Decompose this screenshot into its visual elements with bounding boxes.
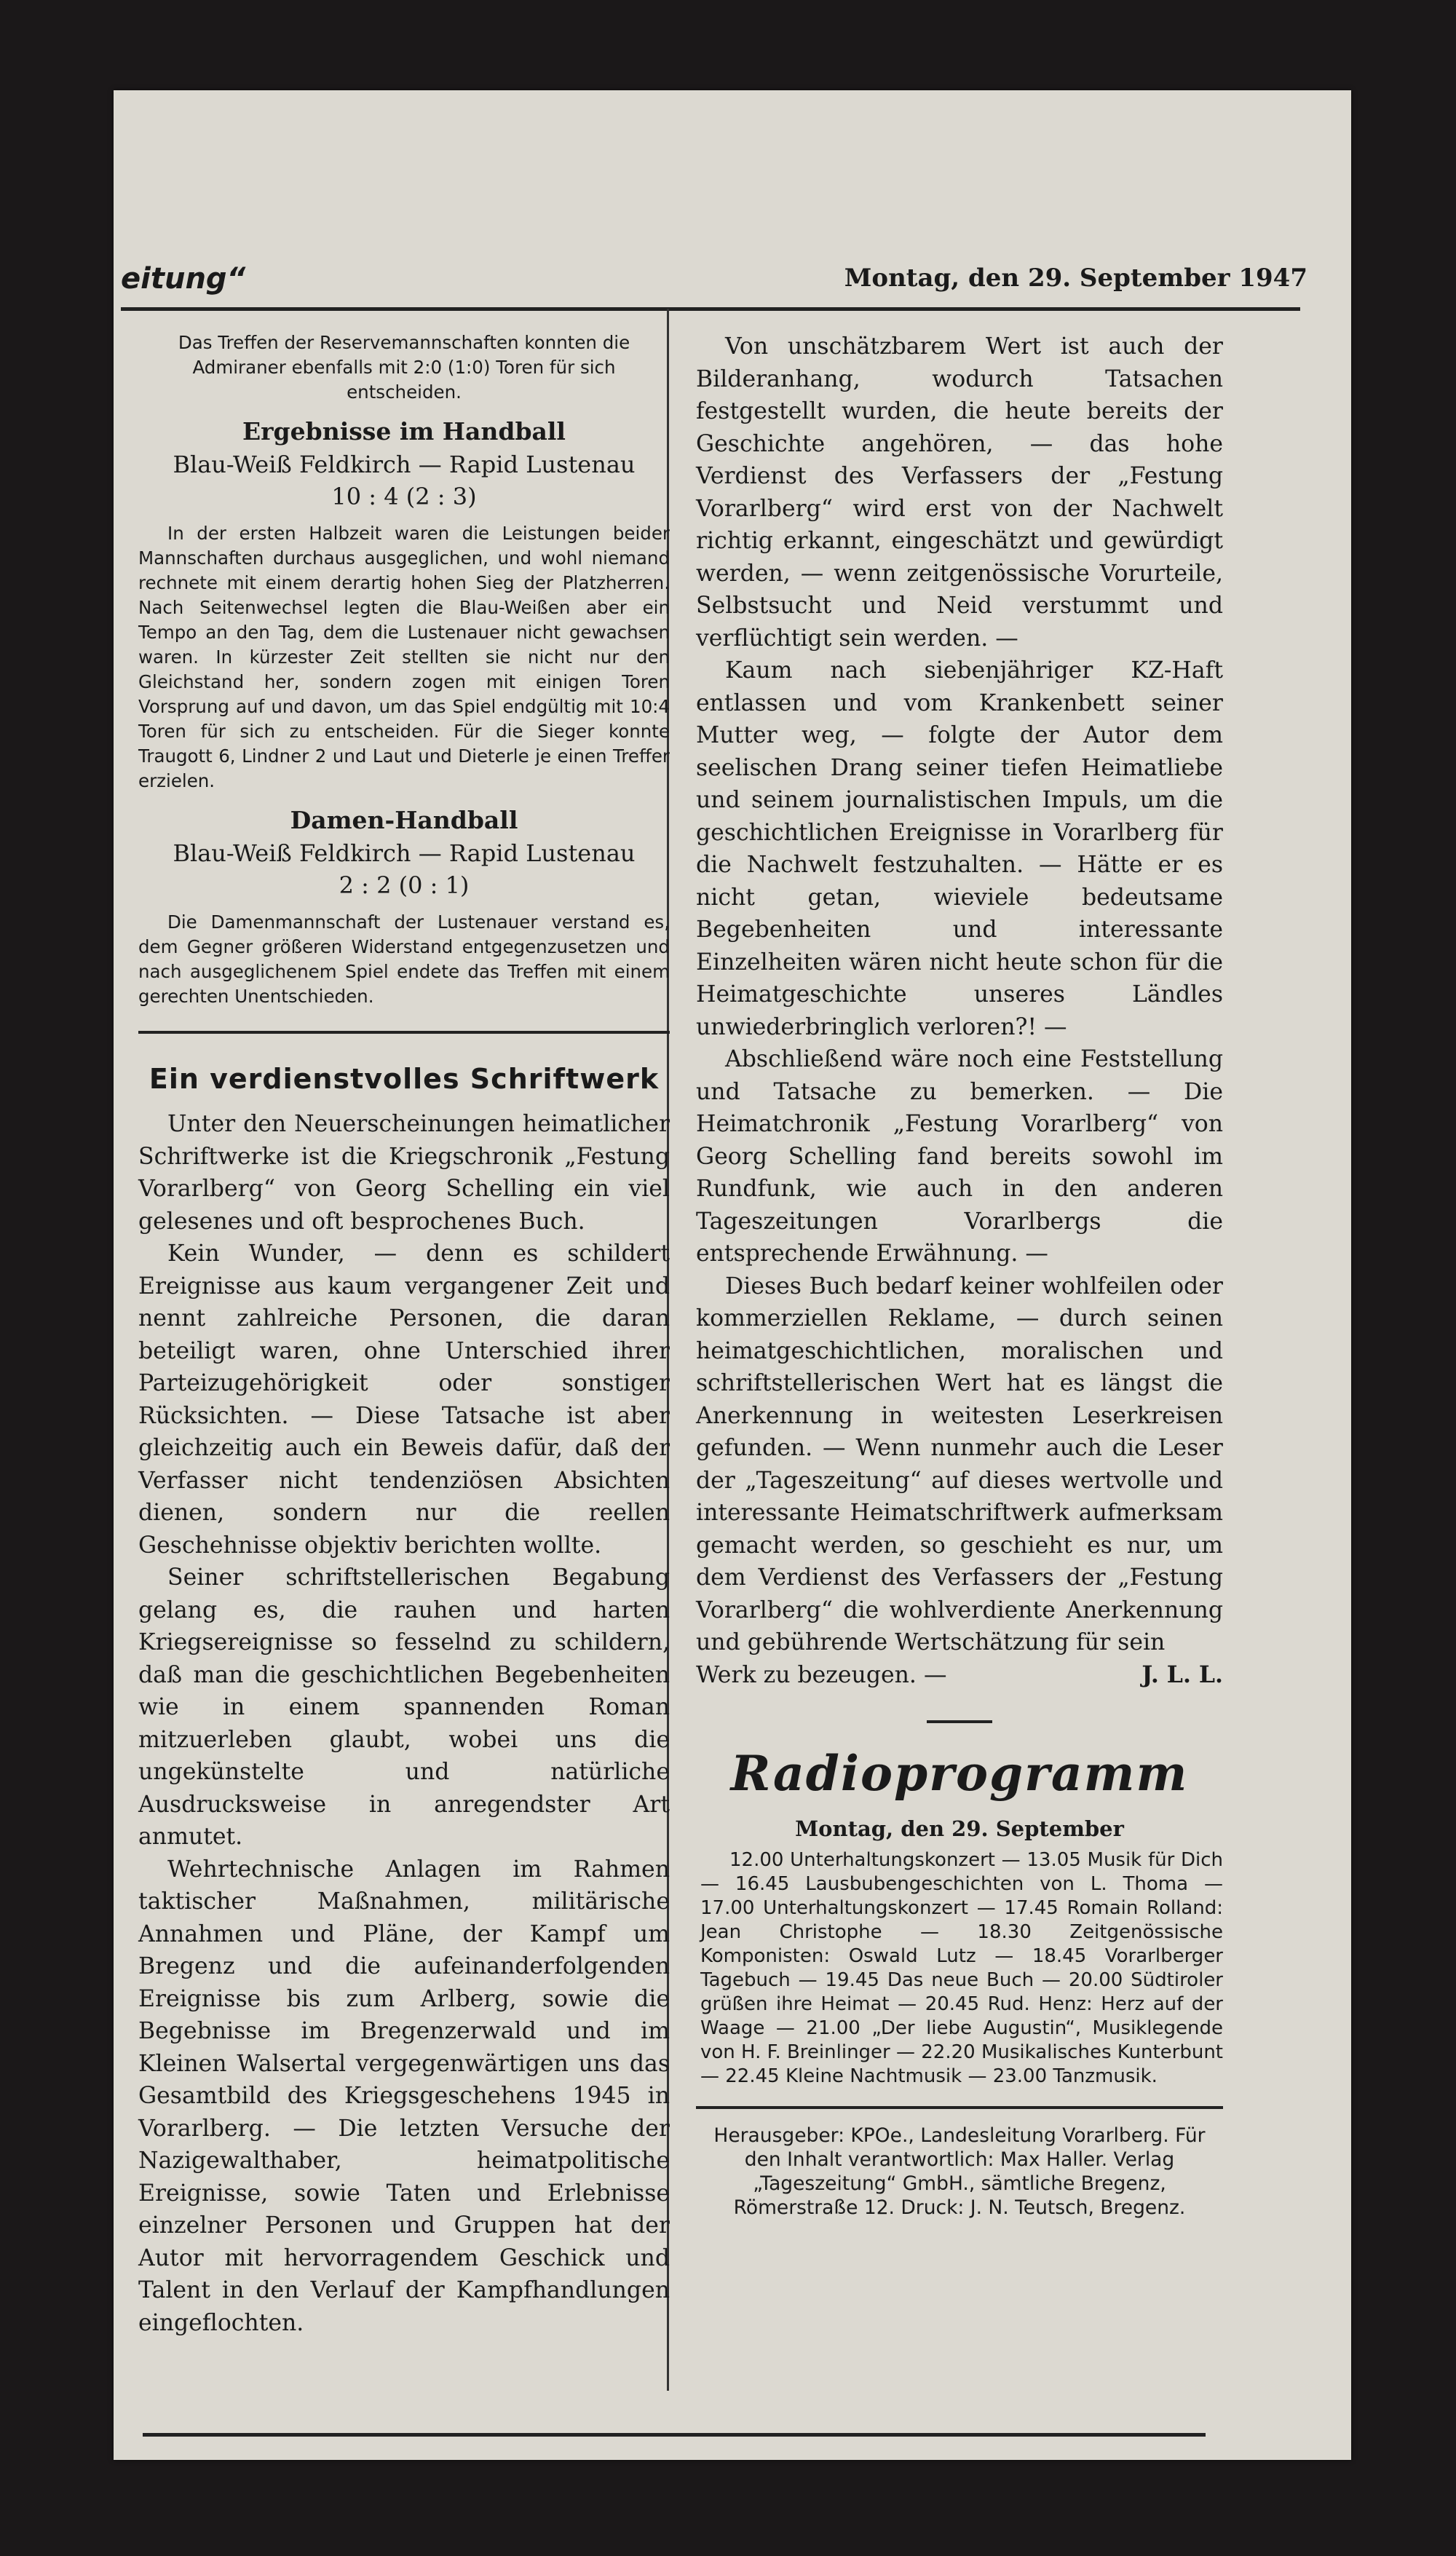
article-paragraph-1: Unter den Neuerscheinungen heimatlicher Schriftwerke ist die Kriegschronik „Festung Vorarlberg“ von Georg Schelling ein viel gelesenes und oft besprochenes Buch. [138,1111,670,1235]
damen-handball-heading: Damen-Handball [290,806,518,834]
article-paragraph-2: Kein Wunder, — denn es schildert Ereignisse aus kaum vergangener Zeit und nennt zahlreiche Personen, die daran beteiligt waren, ohne Unterschied ihrer Parteizugehörigkeit oder sonstiger Rücksichten. — Diese Tatsache ist aber gleichzeitig auch ein Beweis dafür, daß der Verfasser nicht tendenziösen Absichten dienen, sondern nur die reellen Geschehnisse objektiv berichten wollte. [138,1241,670,1559]
article-paragraph-7: Abschließend wäre noch eine Feststellung und Tatsache zu bemerken. — Die Heimatchronik „Festung Vorarlberg“ von Georg Schelling fand bereits sowohl im Rundfunk, wie auch in den anderen Tageszeitungen Vorarlbergs die entsprechende Erwähnung. — [696,1046,1223,1267]
reserve-match-note: Das Treffen der Reservemannschaften konnten die Admiraner ebenfalls mit 2:0 (1:0) Toren für sich entscheiden. [178,332,630,403]
damen-handball-score: 2 : 2 (0 : 1) [339,871,470,899]
impressum: Herausgeber: KPOe., Landesleitung Vorarlberg. Für den Inhalt verantwortlich: Max Haller. Verlag „Tageszeitung“ GmbH., sämtliche Bregenz, Römerstraße 12. Druck: J. N. Teutsch, Bregenz. [713,2124,1206,2219]
short-rule [927,1720,992,1723]
newspaper-name: eitung“ [121,262,246,296]
impressum-rule [696,2106,1223,2109]
handball-teams: Blau-Weiß Feldkirch — Rapid Lustenau [173,451,636,478]
radio-program-title: Radioprogramm [730,1745,1189,1802]
article-title: Ein verdienstvolles Schriftwerk [149,1063,660,1095]
issue-date: Montag, den 29. September 1947 [844,264,1307,293]
radio-program-listing: 12.00 Unterhaltungskonzert — 13.05 Musik für Dich — 16.45 Lausbubengeschichten von L. Thoma — 17.00 Unterhaltungskonzert — 17.45 Romain Rolland: Jean Christophe — 18.30 Zeitgenössische Komponisten: Oswald Lutz — 18.45 Vorarlberger Tagebuch — 19.45 Das neue Buch — 20.00 Südtiroler grüßen ihre Heimat — 20.45 Rud. Henz: Herz auf der Waage — 21.00 „Der liebe Augustin“, Musiklegende von H. F. Breinlinger — 22.20 Musikalisches Kunterbunt — 22.45 Kleine Nachtmusik — 23.00 Tanzmusik. [700,1849,1223,2087]
damen-handball-teams: Blau-Weiß Feldkirch — Rapid Lustenau [173,839,636,867]
masthead [114,258,1307,301]
newspaper-clipping [114,90,1351,2460]
article-paragraph-4: Wehrtechnische Anlagen im Rahmen taktischer Maßnahmen, militärische Annahmen und Pläne, der Kampf um Bregenz und die aufeinanderfolgenden Ereignisse bis zum Arlberg, sowie die Begebnisse im Bregenzerwald und im Kleinen Walsertal vergegenwärtigen uns das Gesamtbild des Kriegsgeschehens 1945 in Vorarlberg. — Die letzten Versuche der Nazigewalthaber, heimatpolitische Ereignisse, sowie Taten und Erlebnisse einzelner Personen und Gruppen hat der Autor mit hervorragendem Geschick und Talent in den Verlauf der Kampfhandlungen eingeflochten. [138,1856,670,2336]
section-rule [138,1031,670,1034]
article-paragraph-6: Kaum nach siebenjähriger KZ-Haft entlassen und vom Krankenbett seiner Mutter weg, — folgte der Autor dem seelischen Drang seiner tiefen Heimatliebe und seinem journalistischen Impuls, um die geschichtlichen Ereignisse in Vorarlberg für die Nachwelt festzuhalten. — Hätte er es nicht getan, wieviele bedeutsame Begebenheiten und interessante Einzelheiten wären nicht heute schon für die Heimatgeschichte unseres Ländles unwiederbringlich verloren?! — [696,657,1223,1040]
article-last-line: Werk zu bezeugen. — [696,1661,947,1688]
article-paragraph-8: Dieses Buch bedarf keiner wohlfeilen oder kommerziellen Reklame, — durch seinen heimatgeschichtlichen, moralischen und schriftstellerischen Wert hat es längst die Anerkennung in weitesten Leserkreisen gefunden. — Wenn nunmehr auch die Leser der „Tageszeitung“ auf dieses wertvolle und interessante Heimatschriftwerk aufmerksam gemacht werden, so geschieht es nur, um dem Verdienst des Verfassers der „Festung Vorarlberg“ die wohlverdiente Anerkennung und gebührende Wertschätzung für sein [696,1273,1223,1655]
article-paragraph-5: Von unschätzbarem Wert ist auch der Bilderanhang, wodurch Tatsachen festgestellt wurden, die heute bereits der Geschichte angehören, — das hohe Verdienst des Verfassers der „Festung Vorarlberg“ wird erst von der Nachwelt richtig erkannt, eingeschätzt und gewürdigt werden, — wenn zeitgenössische Vorurteile, Selbstsucht und Neid verstummt und verflüchtigt sein werden. — [696,333,1223,652]
bottom-rule [143,2433,1206,2437]
article-closing-line [696,1659,1223,1692]
left-column [138,331,670,2339]
article-paragraph-3: Seiner schriftstellerischen Begabung gelang es, die rauhen und harten Kriegsereignisse so fesselnd zu schildern, daß man die geschichtlichen Begebenheiten wie in einem spannenden Roman mitzuerleben glaubt, wobei uns die ungekünstelte und natürliche Ausdrucksweise in anregendster Art anmutet. [138,1564,670,1850]
right-column [696,331,1223,2220]
handball-score: 10 : 4 (2 : 3) [331,483,477,510]
author-signature: J. L. L. [1142,1661,1223,1688]
handball-heading: Ergebnisse im Handball [242,417,566,446]
masthead-rule [121,307,1300,311]
damen-handball-report: Die Damenmannschaft der Lustenauer verstand es, dem Gegner größeren Widerstand entgegenzusetzen und nach ausgeglichenem Spiel endete das Treffen mit einem gerechten Unentschieden. [138,911,670,1007]
handball-report: In der ersten Halbzeit waren die Leistungen beider Mannschaften durchaus ausgeglichen, und wohl niemand rechnete mit einem derartig hohen Sieg der Platzherren. Nach Seitenwechsel legten die Blau-Weißen aber ein Tempo an den Tag, dem die Lustenauer nicht gewachsen waren. In kürzester Zeit stellten sie nicht nur den Gleichstand her, sondern zogen mit einigen Toren Vorsprung auf und davon, um das Spiel endgültig mit 10:4 Toren für sich zu entscheiden. Für die Sieger konnte Traugott 6, Lindner 2 und Laut und Dieterle je einen Treffer erzielen. [138,523,670,791]
radio-program-date: Montag, den 29. September [795,1816,1124,1841]
